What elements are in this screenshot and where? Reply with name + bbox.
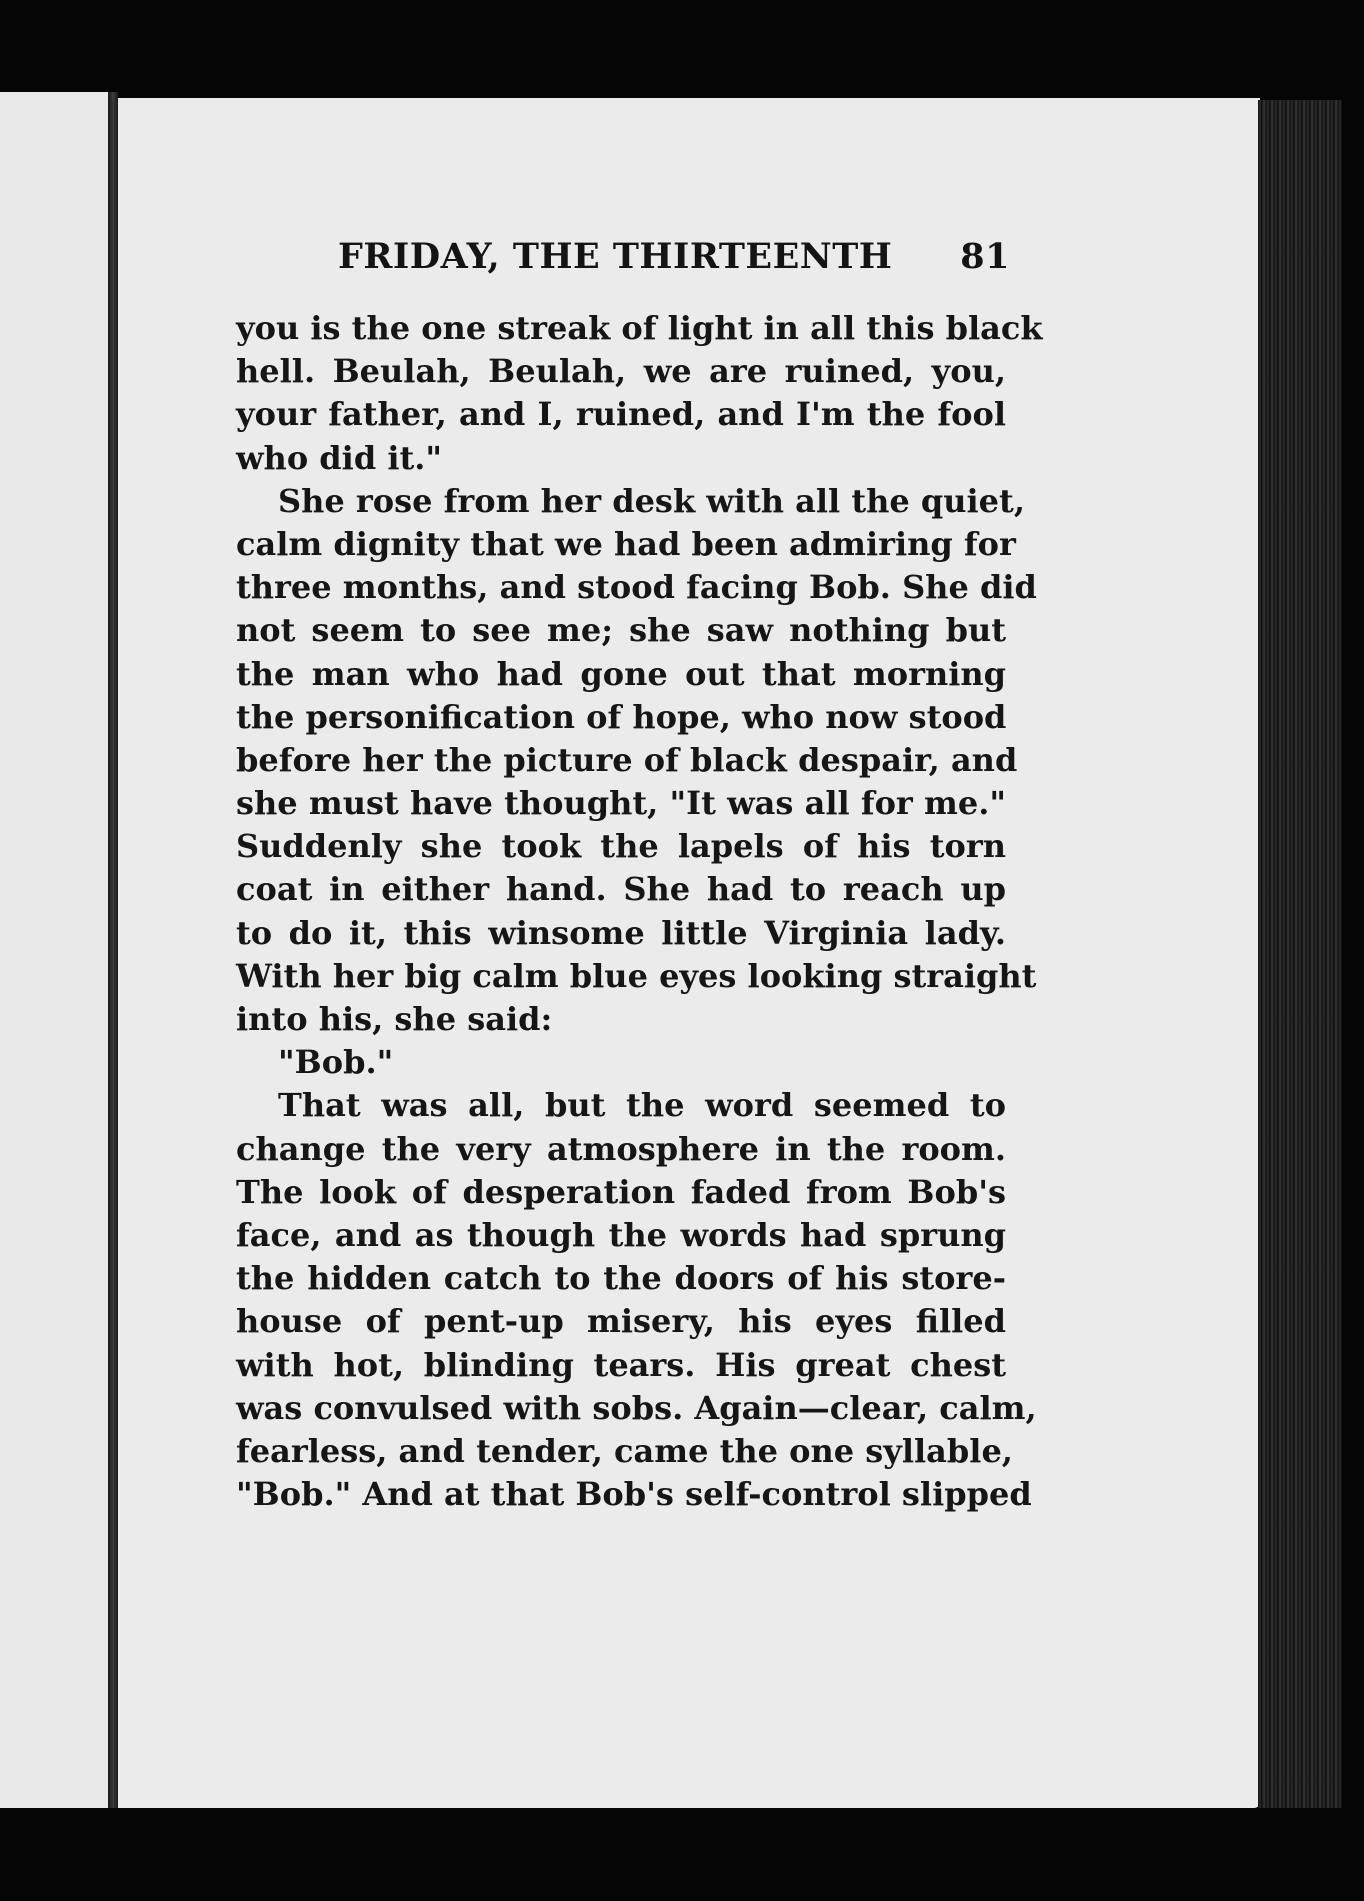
facing-page-edge [0, 92, 112, 1808]
running-head: FRIDAY, THE THIRTEENTH [338, 236, 893, 277]
text-line: before her the picture of black despair, and [236, 740, 1018, 779]
text-line: That was all, but the word seemed to [278, 1086, 1006, 1125]
text-line: the personification of hope, who now stood [236, 697, 1007, 736]
text-line: house of pent-up misery, his eyes filled [236, 1302, 1006, 1341]
text-line: fearless, and tender, came the one syllable, [236, 1431, 1013, 1470]
text-line: into his, she said: [236, 1000, 553, 1038]
text-line: change the very atmosphere in the room. [236, 1129, 1006, 1168]
text-line: hell. Beulah, Beulah, we are ruined, you, [236, 352, 1006, 391]
page-number: 81 [960, 236, 1010, 277]
text-line: "Bob." [278, 1043, 394, 1082]
text-line: coat in either hand. She had to reach up [236, 870, 1006, 909]
text-line: Suddenly she took the lapels of his torn [236, 827, 1006, 866]
text-line: who did it." [236, 438, 443, 477]
text-line: the man who had gone out that morning [236, 654, 1006, 693]
body-text [236, 307, 1043, 1516]
text-line: she must have thought, "It was all for me." [236, 784, 1006, 823]
text-line: "Bob." And at that Bob's self-control slipped [236, 1475, 1032, 1514]
text-line: your father, and I, ruined, and I'm the fool [236, 395, 1006, 434]
page-block-edge [1258, 100, 1342, 1808]
text-line: the hidden catch to the doors of his store- [236, 1259, 1006, 1298]
text-line: She rose from her desk with all the quiet, [278, 481, 1025, 520]
book-gutter [108, 92, 118, 1808]
page-header [338, 236, 1010, 292]
text-line: The look of desperation faded from Bob's [236, 1172, 1006, 1211]
text-line: calm dignity that we had been admiring for [236, 524, 1016, 563]
text-line: you is the one streak of light in all this black [236, 309, 1043, 347]
text-line: face, and as though the words had sprung [236, 1215, 1006, 1254]
text-line: was convulsed with sobs. Again—clear, calm, [236, 1388, 1037, 1427]
text-line: With her big calm blue eyes looking straight [236, 956, 1037, 995]
text-line: with hot, blinding tears. His great chest [236, 1345, 1006, 1384]
text-line: not seem to see me; she saw nothing but [236, 611, 1006, 650]
text-line: three months, and stood facing Bob. She did [236, 568, 1037, 607]
text-line: to do it, this winsome little Virginia lady. [236, 913, 1006, 952]
